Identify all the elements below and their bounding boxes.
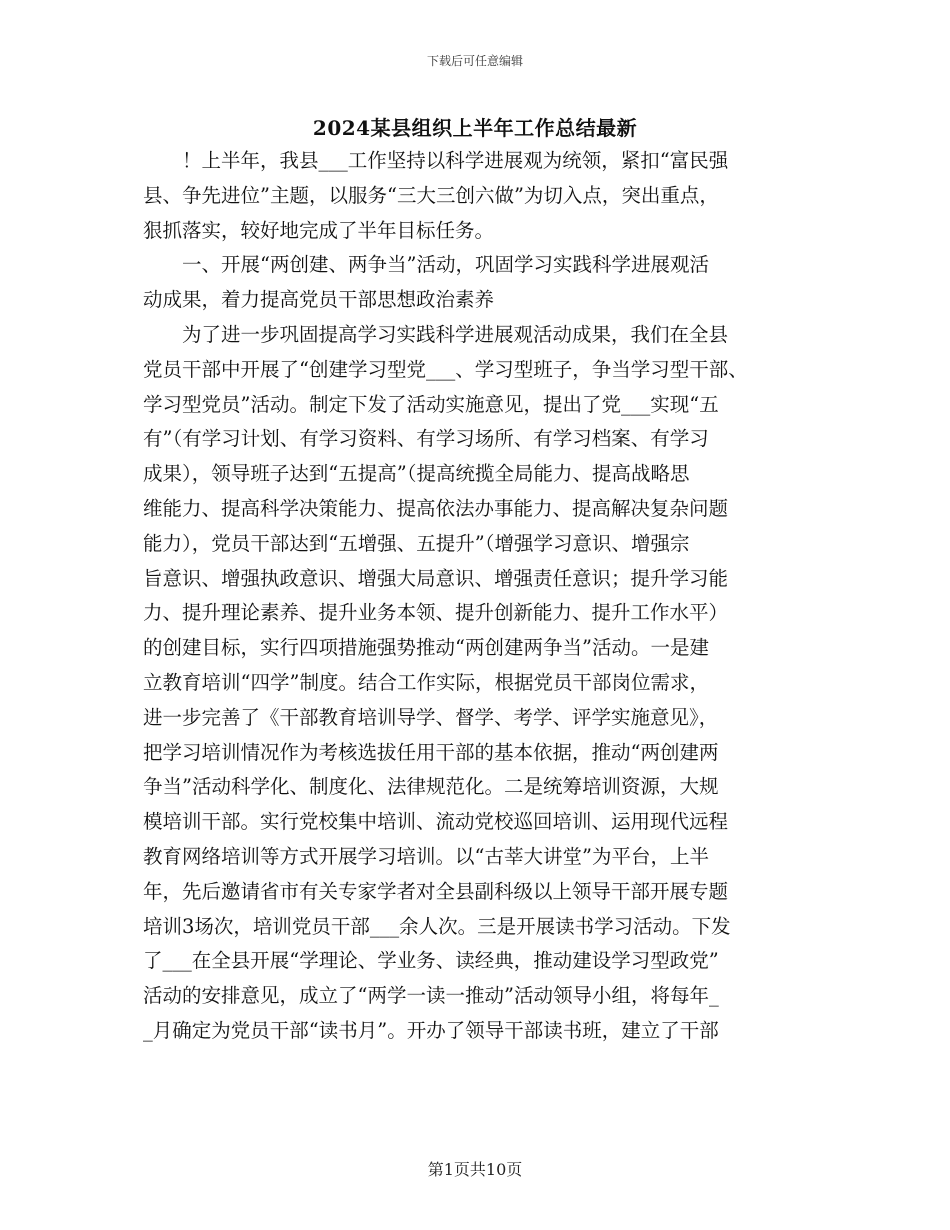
body-line: 争当”活动科学化、制度化、法律规范化。二是统筹培训资源，大规 [143, 775, 719, 799]
body-line: _月确定为党员干部“读书月”。开办了领导干部读书班，建立了干部 [143, 1018, 719, 1042]
body-line: 有”（有学习计划、有学习资料、有学习场所、有学习档案、有学习 [143, 427, 709, 451]
body-line: 力、提升理论素养、提升业务本领、提升创新能力、提升工作水平） [143, 601, 729, 625]
document-title: 2024某县组织上半年工作总结最新 [312, 116, 638, 140]
header-note: 下载后可任意编辑 [426, 54, 523, 68]
body-line: 学习型党员”活动。制定下发了活动实施意见，提出了党___实现“五 [143, 392, 719, 416]
body-line: 维能力、提高科学决策能力、提高依法办事能力、提高解决复杂问题 [143, 496, 729, 520]
body-line: 培训3场次，培训党员干部___余人次。三是开展读书学习活动。下发 [143, 914, 731, 938]
body-line: 能力），党员干部达到“五增强、五提升”（增强学习意识、增强宗 [143, 531, 690, 555]
body-line: 立教育培训“四学”制度。结合工作实际，根据党员干部岗位需求， [143, 670, 709, 694]
body-line: 党员干部中开展了“创建学习型党___、学习型班子，争当学习型干部、 [143, 357, 748, 381]
body-line: 把学习培训情况作为考核选拔任用干部的基本依据，推动“两创建两 [143, 740, 719, 764]
body-line: 年，先后邀请省市有关专家学者对全县副科级以上领导干部开展专题 [143, 879, 729, 903]
body-line: 的创建目标，实行四项措施强势推动“两创建两争当”活动。一是建 [143, 636, 709, 660]
body-line: ！上半年，我县___工作坚持以科学进展观为统领，紧扣“富民强 [143, 149, 729, 172]
body-line: 县、争先进位”主题，以服务“三大三创六做”为切入点，突出重点， [143, 183, 719, 207]
body-line: 成果），领导班子达到“五提高”（提高统揽全局能力、提高战略思 [143, 462, 690, 486]
body-line: 活动的安排意见，成立了“两学一读一推动”活动领导小组，将每年_ [143, 984, 719, 1008]
page-footer: 第1页共10页 [427, 1160, 523, 1179]
body-line: 为了进一步巩固提高学习实践科学进展观活动成果，我们在全县 [143, 322, 729, 346]
body-line: 进一步完善了《干部教育培训导学、督学、考学、评学实施意见》， [143, 705, 719, 729]
body-line: 了___在全县开展“学理论、学业务、读经典，推动建设学习型政党” [143, 949, 719, 973]
body-line: 一、开展“两创建、两争当”活动，巩固学习实践科学进展观活 [143, 253, 709, 277]
body-line: 旨意识、增强执政意识、增强大局意识、增强责任意识；提升学习能 [143, 566, 729, 590]
body-line: 教育网络培训等方式开展学习培训。以“古莘大讲堂”为平台，上半 [143, 844, 709, 868]
body-line: 模培训干部。实行党校集中培训、流动党校巡回培训、运用现代远程 [143, 810, 729, 834]
body-line: 狠抓落实，较好地完成了半年目标任务。 [143, 218, 495, 242]
document-body [143, 144, 808, 1049]
body-line: 动成果，着力提高党员干部思想政治素养 [143, 288, 495, 312]
